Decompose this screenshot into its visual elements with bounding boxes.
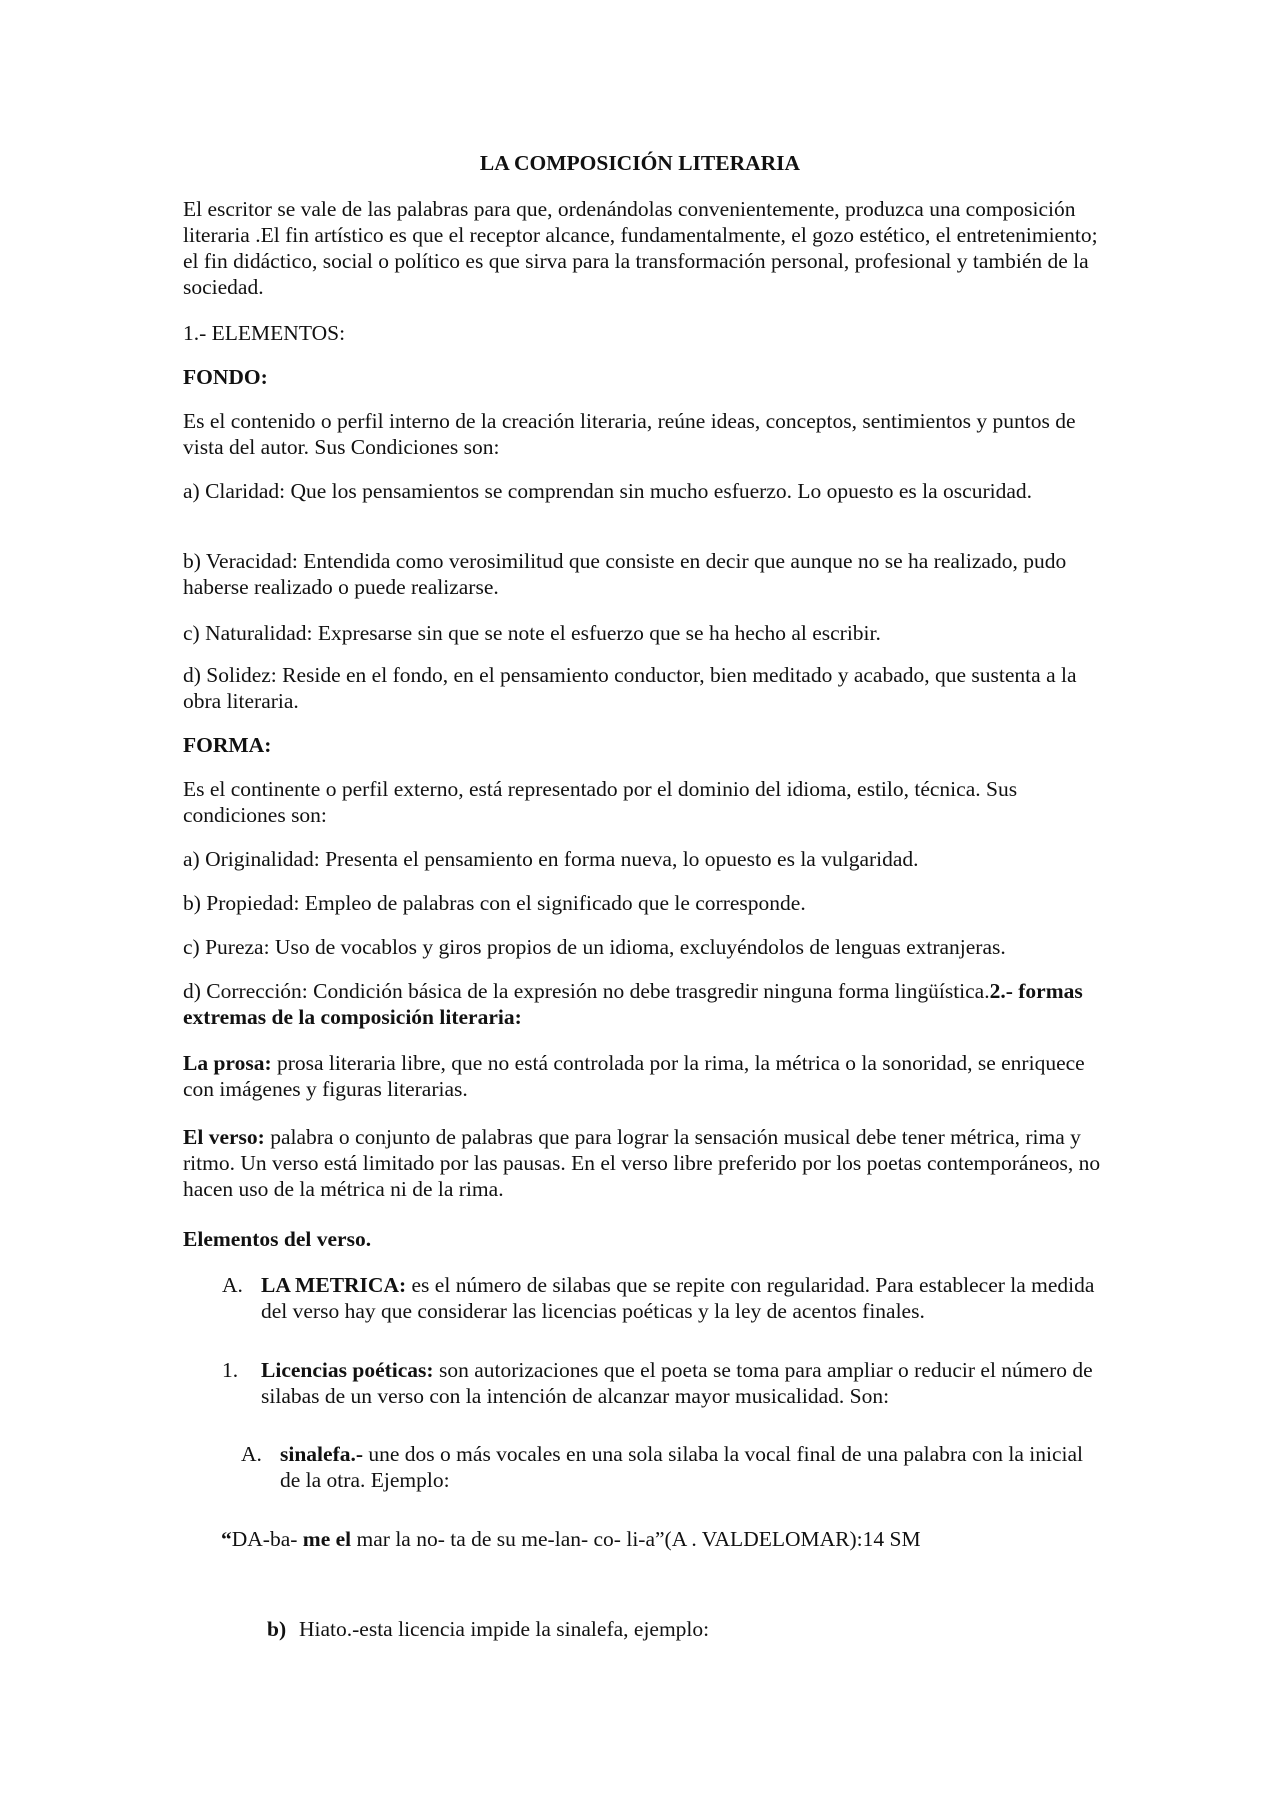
- example-bold: me el: [302, 1527, 352, 1551]
- licencias-item: [261, 1357, 1101, 1409]
- fondo-item-claridad: a) Claridad: Que los pensamientos se comprendan sin mucho esfuerzo. Lo opuesto es la oscuridad.: [183, 479, 1033, 503]
- forma-item-correccion: [183, 978, 1103, 1030]
- document-title: LA COMPOSICIÓN LITERARIA: [479, 151, 801, 175]
- section-1-heading: 1.- ELEMENTOS:: [183, 321, 346, 345]
- fondo-item-veracidad: b) Veracidad: Entendida como verosimilitud que consiste en decir que aunque no se ha realizado, pudo haberse realizado o puede realizarse.: [183, 549, 1067, 599]
- sinalefa-marker: A.: [241, 1442, 262, 1466]
- fondo-description: Es el contenido o perfil interno de la creación literaria, reúne ideas, conceptos, sentimientos y puntos de vista del autor. Sus Condiciones son:: [183, 409, 1076, 459]
- example-part-2: mar la no- ta de su me-lan- co- li-a”(A . VALDELOMAR):14 SM: [351, 1527, 921, 1551]
- prosa-label: La prosa:: [183, 1051, 272, 1075]
- forma-heading: FORMA:: [183, 733, 272, 757]
- forma-item-pureza: c) Pureza: Uso de vocablos y giros propios de un idioma, excluyéndolos de lenguas extranjeras.: [183, 935, 1006, 959]
- sinalefa-item: [280, 1441, 1100, 1493]
- fondo-heading: FONDO:: [183, 365, 268, 389]
- forma-item-originalidad: a) Originalidad: Presenta el pensamiento en forma nueva, lo opuesto es la vulgaridad.: [183, 847, 919, 871]
- verso-text: palabra o conjunto de palabras que para lograr la sensación musical debe tener métrica, rima y ritmo. Un verso está limitado por las pausas. En el verso libre preferido por los poetas contemporáneos, no hacen uso de la métrica ni de la rima.: [183, 1125, 1101, 1201]
- correccion-text: d) Corrección: Condición básica de la expresión no debe trasgredir ninguna forma lingüística.: [183, 979, 990, 1003]
- sinalefa-text: une dos o más vocales en una sola silaba la vocal final de una palabra con la inicial de la otra. Ejemplo:: [280, 1442, 1084, 1492]
- licencias-text: son autorizaciones que el poeta se toma para ampliar o reducir el número de silabas de un verso con la intención de alcanzar mayor musicalidad. Son:: [261, 1358, 1093, 1408]
- licencias-marker: 1.: [222, 1358, 239, 1382]
- sinalefa-label: sinalefa.-: [280, 1442, 364, 1466]
- hiato-marker: b): [267, 1617, 287, 1641]
- elementos-verso-heading: Elementos del verso.: [183, 1227, 372, 1251]
- prosa-paragraph: [183, 1050, 1103, 1102]
- forma-item-propiedad: b) Propiedad: Empleo de palabras con el significado que le corresponde.: [183, 891, 806, 915]
- verso-paragraph: [183, 1124, 1103, 1202]
- section-2-heading: 2.- formas extremas de la composición literaria:: [183, 979, 1083, 1029]
- fondo-item-naturalidad: c) Naturalidad: Expresarse sin que se note el esfuerzo que se ha hecho al escribir.: [183, 621, 881, 645]
- prosa-text: prosa literaria libre, que no está controlada por la rima, la métrica o la sonoridad, se enriquece con imágenes y figuras literarias.: [183, 1051, 1085, 1101]
- metrica-marker: A.: [222, 1273, 243, 1297]
- sinalefa-example: [221, 1526, 1101, 1552]
- intro-paragraph: El escritor se vale de las palabras para que, ordenándolas convenientemente, produzca una composición literaria .El fin artístico es que el receptor alcance, fundamentalmente, el gozo estético, el entretenimiento; el fin didáctico, social o político es que sirva para la transformación personal, profesional y también de la sociedad.: [183, 197, 1098, 299]
- forma-description: Es el continente o perfil externo, está representado por el dominio del idioma, estilo, técnica. Sus condiciones son:: [183, 777, 1018, 827]
- verso-label: El verso:: [183, 1125, 265, 1149]
- licencias-label: Licencias poéticas:: [261, 1358, 434, 1382]
- hiato-item: Hiato.-esta licencia impide la sinalefa, ejemplo:: [299, 1617, 710, 1641]
- fondo-item-solidez: d) Solidez: Reside en el fondo, en el pensamiento conductor, bien meditado y acabado, que sustenta a la obra literaria.: [183, 663, 1077, 713]
- example-open-quote: “: [221, 1527, 232, 1551]
- metrica-label: LA METRICA:: [261, 1273, 407, 1297]
- metrica-text: es el número de silabas que se repite con regularidad. Para establecer la medida del verso hay que considerar las licencias poéticas y la ley de acentos finales.: [261, 1273, 1095, 1323]
- metrica-item: [261, 1272, 1101, 1324]
- example-part-1: DA-ba-: [231, 1527, 303, 1551]
